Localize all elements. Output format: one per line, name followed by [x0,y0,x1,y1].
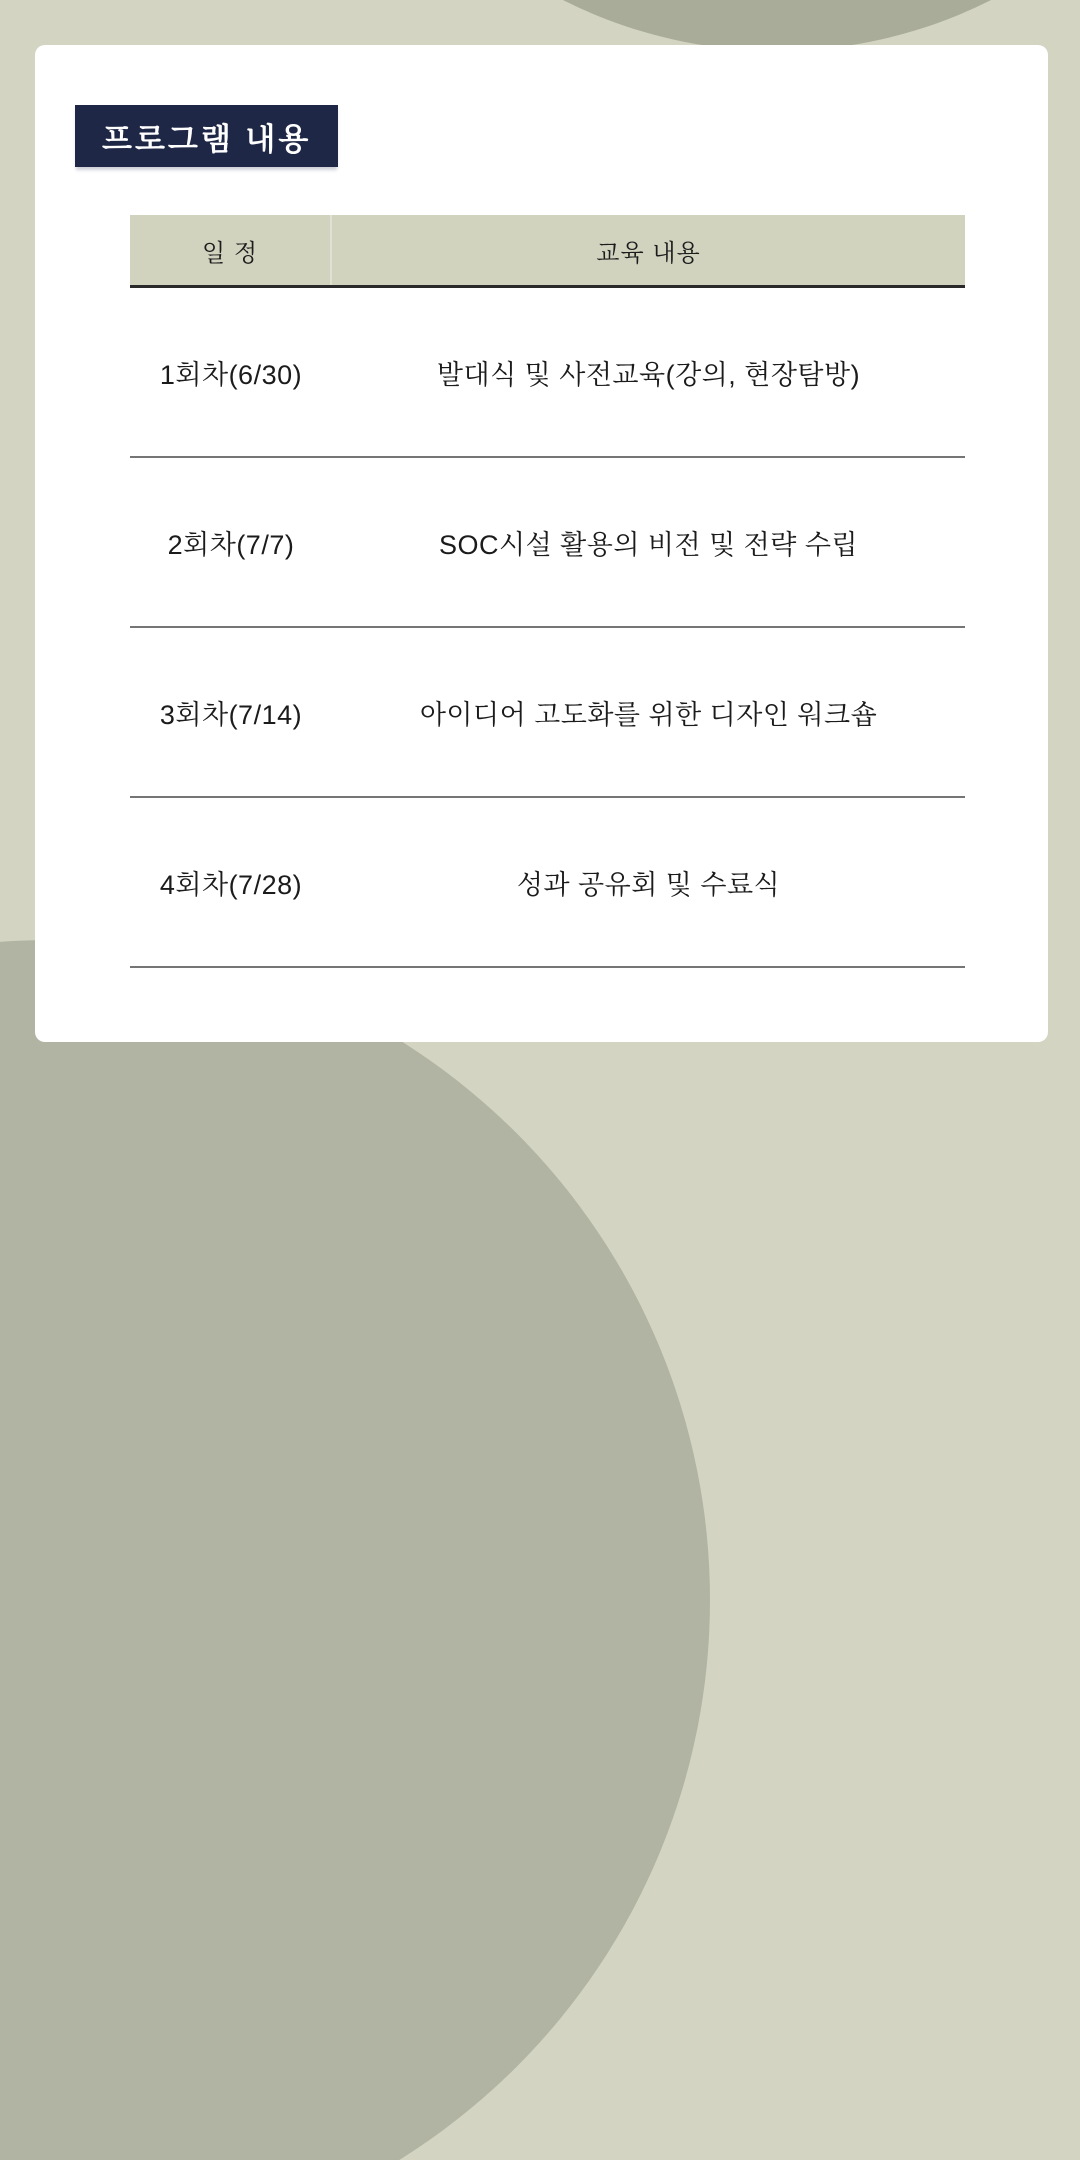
header-cell-schedule: 일 정 [130,215,332,285]
cell-schedule: 3회차(7/14) [159,699,303,730]
decorative-circle-bottom-left [0,940,710,2160]
table-row [130,458,965,628]
cell-schedule: 4회차(7/28) [159,869,303,900]
content-card [35,45,1048,1042]
cell-schedule: 2회차(7/7) [167,529,295,560]
page-title-badge [75,105,338,167]
table-row [130,628,965,798]
program-schedule-table [130,215,965,968]
header-cell-content: 교육 내용 [596,239,701,267]
cell-content: 아이디어 고도화를 위한 디자인 워크숍 [419,699,878,730]
page-title: 프로그램 내용 [102,121,312,157]
table-row [130,288,965,458]
cell-content: 발대식 및 사전교육(강의, 현장탐방) [436,359,861,390]
cell-schedule: 1회차(6/30) [159,359,303,390]
table-row [130,798,965,968]
decorative-circle-top-right [302,0,1080,51]
cell-content: 성과 공유회 및 수료식 [516,869,781,900]
cell-content: SOC시설 활용의 비전 및 전략 수립 [439,529,858,560]
table-header-row [130,215,965,288]
